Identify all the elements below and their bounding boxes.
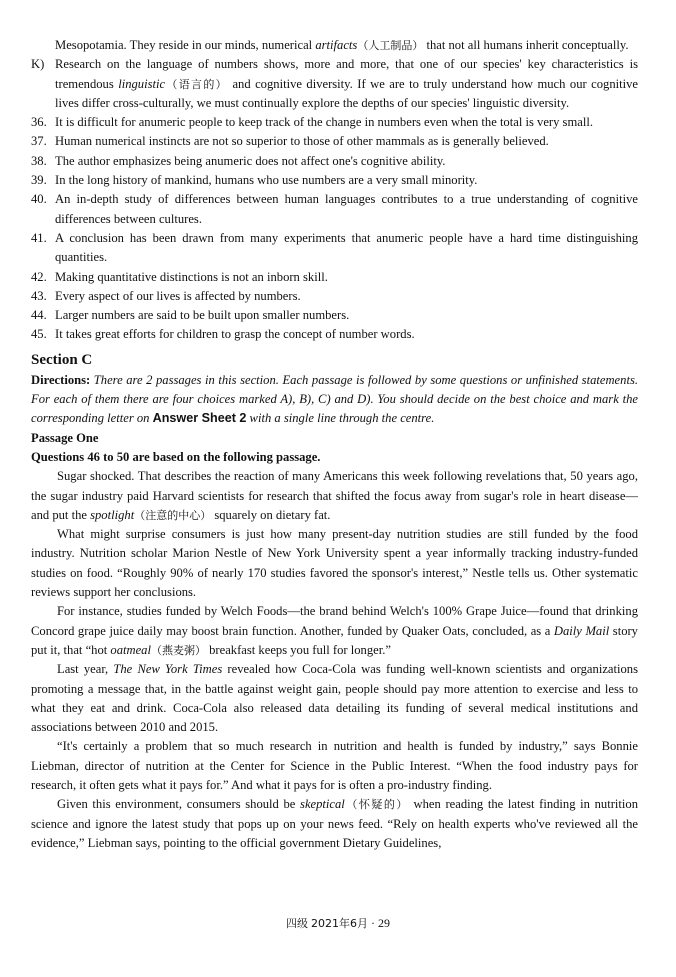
glossed-word: skeptical <box>300 797 345 812</box>
directions <box>31 371 638 429</box>
text-run: Mesopotamia. They reside in our minds, numerical <box>55 38 316 52</box>
statement-number: 39. <box>31 173 47 188</box>
passage-paragraph: “It's certainly a problem that so much research in nutrition and health is funded by industry,” says Bonnie Liebman, director of nutrition at the Center for Science in the Public Interest. “When the food industry pays for research, it often gets what it pays for.” And what it pays for is often a pro-industry finding. <box>31 739 638 792</box>
text-run: story put it, that “hot <box>31 623 638 657</box>
chinese-gloss: （语言的） <box>165 77 228 91</box>
statement-text: Making quantitative distinctions is not an inborn skill. <box>55 269 328 284</box>
text-run: with a single line through the centre. <box>246 411 435 426</box>
statement-item <box>31 229 638 268</box>
questions-label: Questions 46 to 50 are based on the following passage. <box>31 449 321 464</box>
answer-sheet-label: Answer Sheet 2 <box>152 411 247 426</box>
statement-item <box>31 171 638 190</box>
passage-paragraph <box>31 602 638 660</box>
statement-list <box>31 113 638 345</box>
paragraph-label: K) <box>31 57 45 72</box>
statement-text: A conclusion has been drawn from many experiments that anumeric people have a hard time distinguishing quantities. <box>55 230 638 265</box>
footer-date: 2021年6月 <box>311 917 368 930</box>
statement-text: Human numerical instincts are not so superior to those of other mammals as is generally believed. <box>55 134 549 149</box>
statement-number: 37. <box>31 134 47 149</box>
page-footer <box>0 915 676 931</box>
chinese-gloss: （怀疑的） <box>344 798 409 812</box>
statement-number: 43. <box>31 288 47 303</box>
statement-number: 44. <box>31 308 47 323</box>
text-run: Last year, <box>57 662 114 677</box>
passage-paragraph <box>31 795 638 853</box>
text-run: Sugar shocked. That describes the reaction of many Americans this week following revelations that, 50 years ago, the sugar industry paid Harvard scientists for research that shifted the focus away from sugar's role in heart disease—and put the <box>31 469 638 522</box>
statement-text: In the long history of mankind, humans who use numbers are a very small minority. <box>55 173 478 188</box>
footer-separator: · <box>371 916 375 930</box>
statement-item <box>31 132 638 151</box>
statement-item <box>31 287 638 306</box>
text-run: squarely on dietary fat. <box>211 507 331 522</box>
section-title: Section C <box>31 351 93 368</box>
chinese-gloss: （燕麦粥） <box>150 643 206 657</box>
statement-number: 38. <box>31 153 47 168</box>
statement-number: 42. <box>31 269 47 284</box>
paragraph-j-continuation <box>31 36 638 55</box>
statement-item <box>31 268 638 287</box>
text-run: breakfast keeps you full for longer.” <box>205 642 391 657</box>
exam-page <box>31 36 638 853</box>
statement-text: The author emphasizes being anumeric does not affect one's cognitive ability. <box>55 153 446 168</box>
statement-item <box>31 113 638 132</box>
text-run: and cognitive diversity. If we are to truly understand how much our cognitive lives differ cross-culturally, we must continually explore the depths of our species' linguistic diversity. <box>55 76 639 110</box>
statement-number: 36. <box>31 115 47 130</box>
statement-number: 40. <box>31 192 47 207</box>
text-run: revealed how Coca-Cola was funding well-known scientists and organizations promoting a message that, in the battle against weight gain, people should pay more attention to exercise and less to what they eat and drink. Coca-Cola also released data detailing its funding of several medical institutions and associations between 2010 and 2015. <box>31 662 638 735</box>
text-run: when reading the latest finding in nutrition science and ignore the latest study that pops up on your news feed. “Rely on health experts who've reviewed all the evidence,” Liebman says, pointing to the official government Dietary Guidelines, <box>31 797 639 850</box>
statement-text: It is difficult for anumeric people to keep track of the change in numbers even when the total is very small. <box>55 115 593 130</box>
directions-label: Directions: <box>31 372 91 387</box>
passage-paragraph <box>31 467 638 525</box>
statement-number: 41. <box>31 230 47 245</box>
chinese-gloss: （注意的中心） <box>134 508 212 522</box>
text-run: There are 2 passages in this section. Each passage is followed by some questions or unfinished statements. For each of them there are four choices marked A), B), C) and D). You should decide on the best choice and mark the corresponding letter on <box>31 372 638 426</box>
glossed-word: spotlight <box>90 507 135 522</box>
statement-text: Larger numbers are said to be built upon smaller numbers. <box>55 308 350 323</box>
statement-item <box>31 306 638 325</box>
statement-text: Every aspect of our lives is affected by numbers. <box>55 288 301 303</box>
passage-paragraph <box>31 660 638 737</box>
glossed-word: oatmeal <box>110 642 151 657</box>
footer-exam: 四级 <box>286 917 308 930</box>
statement-item <box>31 325 638 344</box>
paragraph-k <box>31 55 638 113</box>
glossed-word: linguistic <box>118 76 166 91</box>
statement-item <box>31 152 638 171</box>
paragraph-body <box>55 55 638 113</box>
statement-item <box>31 190 638 229</box>
publication-title: Daily Mail <box>553 623 610 638</box>
text-run: Research on the language of numbers shows, more and more, that one of our species' key characteristics is tremendous <box>55 57 638 91</box>
page-number: 29 <box>378 916 390 930</box>
publication-title: The New York Times <box>113 662 223 677</box>
text-run: that not all humans inherit conceptually. <box>423 38 629 52</box>
chinese-gloss: （人工制品） <box>357 39 424 52</box>
passage-label: Passage One <box>31 430 99 445</box>
statement-text: It takes great efforts for children to grasp the concept of number words. <box>55 327 415 342</box>
passage-paragraph: What might surprise consumers is just how many present-day nutrition studies are still funded by the food industry. Nutrition scholar Marion Nestle of New York University spent a year informally tracking industry-funded studies on food. “Roughly 90% of nearly 170 studies favored the sponsor's interest,” Nestle tells us. Other systematic reviews support her conclusions. <box>31 527 638 600</box>
statement-number: 45. <box>31 327 47 342</box>
text-run: For instance, studies funded by Welch Foods—the brand behind Welch's 100% Grape Juice—found that drinking Concord grape juice daily may boost brain function. Another, funded by Quaker Oats, concluded, as a <box>31 604 638 638</box>
glossed-word: artifacts <box>315 38 358 52</box>
statement-text: An in-depth study of differences between human languages contributes to a true understanding of cognitive differences between cultures. <box>55 192 638 226</box>
text-run: Given this environment, consumers should be <box>57 797 301 812</box>
